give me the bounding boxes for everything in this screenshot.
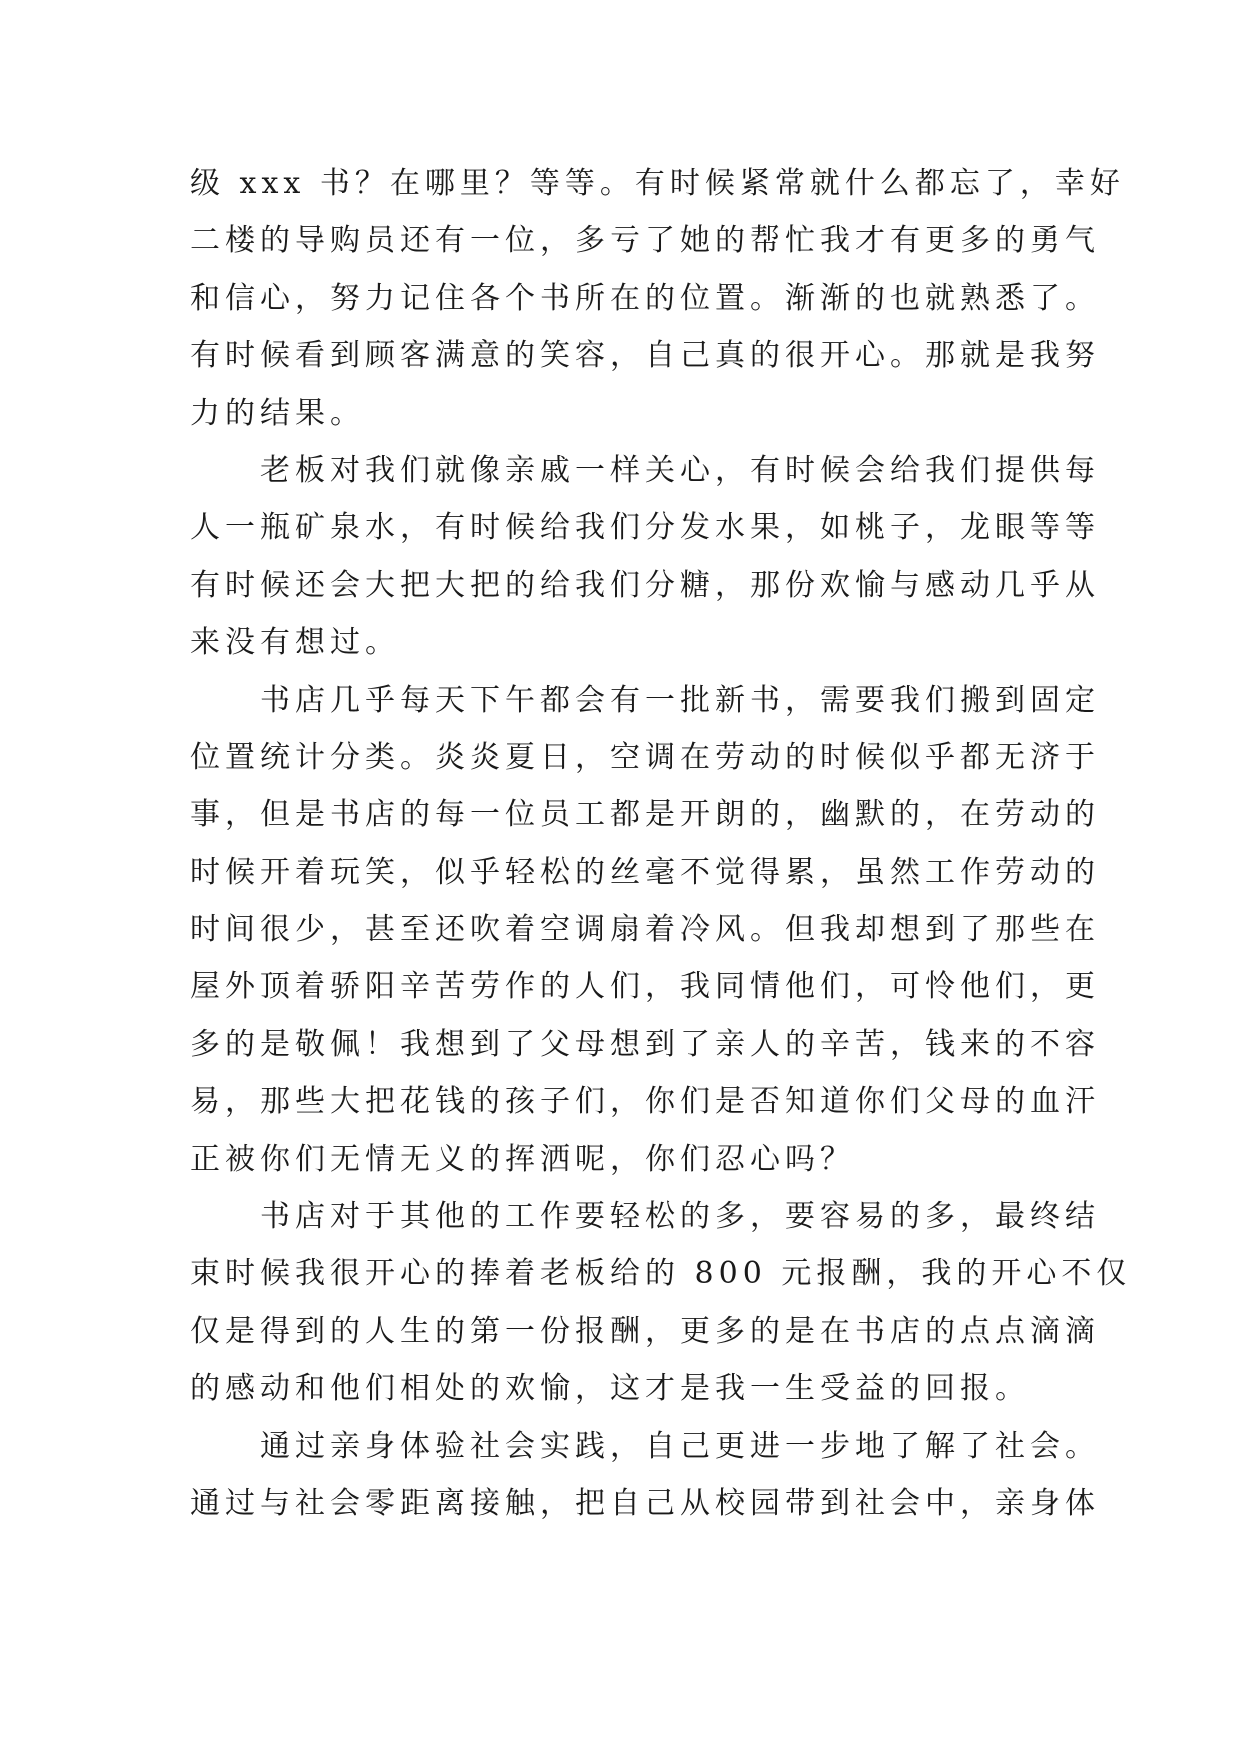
text-line: 仅是得到的人生的第一份报酬，更多的是在书店的点点滴滴	[190, 1313, 1100, 1349]
text-line: 事，但是书店的每一位员工都是开朗的，幽默的，在劳动的	[190, 797, 1100, 833]
text-line: 二楼的导购员还有一位，多亏了她的帮忙我才有更多的勇气	[190, 223, 1100, 259]
text-line: 力的结果。	[190, 395, 365, 431]
text-line: 时间很少，甚至还吹着空调扇着冷风。但我却想到了那些在	[190, 912, 1100, 948]
paragraph-start-line: 书店几乎每天下午都会有一批新书，需要我们搬到固定	[260, 682, 1100, 718]
text-line: 有时候还会大把大把的给我们分糖，那份欢愉与感动几乎从	[190, 567, 1100, 603]
text-line: 时候开着玩笑，似乎轻松的丝毫不觉得累，虽然工作劳动的	[190, 854, 1100, 890]
text-line: 来没有想过。	[190, 625, 400, 661]
text-line: 有时候看到顾客满意的笑容，自己真的很开心。那就是我努	[190, 338, 1100, 374]
body-text	[190, 155, 1132, 1532]
paragraph-start-line: 书店对于其他的工作要轻松的多，要容易的多，最终结	[260, 1199, 1100, 1235]
text-line: 位置统计分类。炎炎夏日，空调在劳动的时候似乎都无济于	[190, 739, 1100, 775]
text-line: 的感动和他们相处的欢愉，这才是我一生受益的回报。	[190, 1371, 1030, 1407]
text-line: 屋外顶着骄阳辛苦劳作的人们，我同情他们，可怜他们，更	[190, 969, 1100, 1005]
text-line: 易，那些大把花钱的孩子们，你们是否知道你们父母的血汗	[190, 1084, 1100, 1120]
text-line: 正被你们无情无义的挥洒呢，你们忍心吗？	[190, 1141, 855, 1177]
text-line: 通过与社会零距离接触，把自己从校园带到社会中，亲身体	[190, 1485, 1100, 1521]
text-line: 人一瓶矿泉水，有时候给我们分发水果，如桃子，龙眼等等	[190, 510, 1100, 546]
text-line: 和信心，努力记住各个书所在的位置。渐渐的也就熟悉了。	[190, 280, 1100, 316]
text-line: 多的是敬佩！我想到了父母想到了亲人的辛苦，钱来的不容	[190, 1026, 1100, 1062]
text-line: 级 xxx 书？在哪里？等等。有时候紧常就什么都忘了，幸好	[190, 166, 1125, 201]
paragraph-start-line: 通过亲身体验社会实践，自己更进一步地了解了社会。	[260, 1428, 1100, 1464]
paragraph-start-line: 老板对我们就像亲戚一样关心，有时候会给我们提供每	[260, 452, 1100, 488]
text-line: 束时候我很开心的捧着老板给的 800 元报酬，我的开心不仅	[190, 1256, 1132, 1292]
